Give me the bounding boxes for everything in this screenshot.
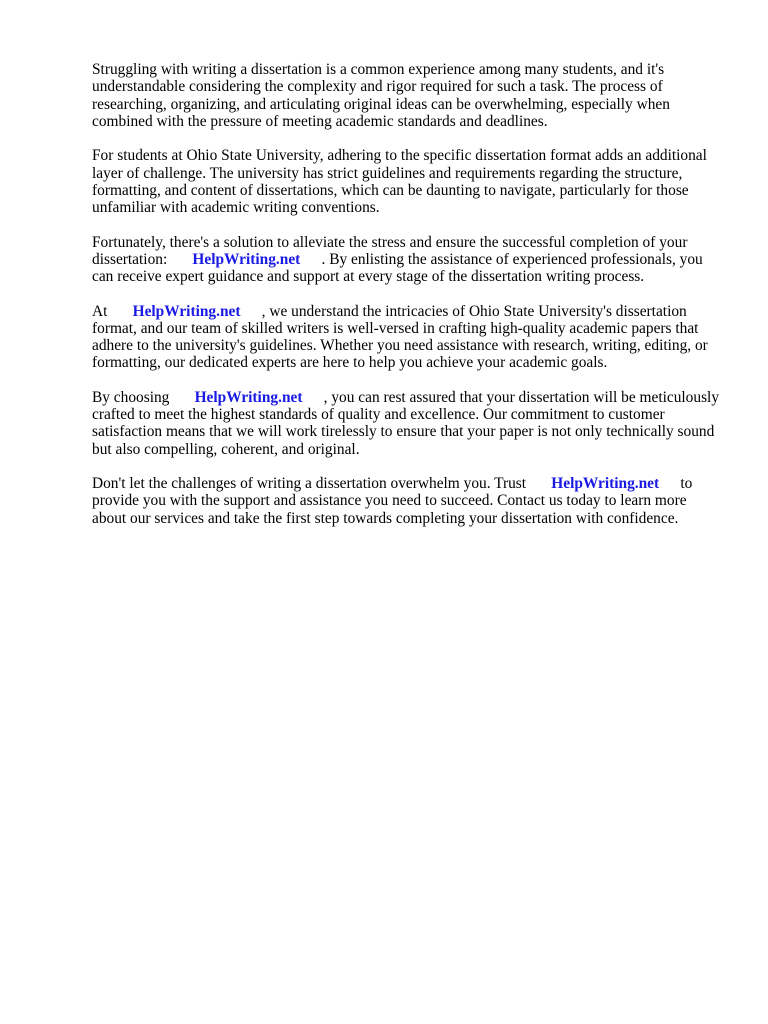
document-page xyxy=(92,61,732,527)
text-line xyxy=(92,389,732,406)
text-line: Struggling with writing a dissertation is a common experience among many students, and it's xyxy=(92,61,665,78)
paragraph-gap xyxy=(92,285,732,302)
text-line: can receive expert guidance and support at every stage of the dissertation writing process. xyxy=(92,268,645,286)
text-line: about our services and take the first step towards completing your dissertation with confidence. xyxy=(92,509,679,527)
text-line xyxy=(92,303,732,320)
text-line xyxy=(92,251,732,268)
paragraph-gap xyxy=(92,372,732,389)
paragraph-4 xyxy=(92,303,732,372)
text-segment: dissertation: xyxy=(92,250,168,268)
paragraph-gap xyxy=(92,216,732,233)
text-line xyxy=(92,475,732,492)
text-line: but also compelling, coherent, and original. xyxy=(92,440,360,458)
text-segment: to xyxy=(680,475,693,493)
text-segment: At xyxy=(92,302,108,320)
paragraph-6 xyxy=(92,475,732,527)
text-line: formatting, and content of dissertations, which can be daunting to navigate, particularly for those xyxy=(92,181,689,199)
text-line: unfamiliar with academic writing conventions. xyxy=(92,199,380,217)
text-line: For students at Ohio State University, adhering to the specific dissertation format adds an additional xyxy=(92,147,707,165)
paragraph-2 xyxy=(92,147,732,216)
text-line: researching, organizing, and articulating original ideas can be overwhelming, especially when xyxy=(92,95,670,113)
text-line: crafted to meet the highest standards of quality and excellence. Our commitment to customer xyxy=(92,406,665,424)
paragraph-gap xyxy=(92,458,732,475)
text-line: provide you with the support and assistance you need to succeed. Contact us today to learn more xyxy=(92,492,687,510)
text-segment: Don't let the challenges of writing a dissertation overwhelm you. Trust xyxy=(92,475,527,493)
text-line: adhere to the university's guidelines. Whether you need assistance with research, writing, editing, or xyxy=(92,337,708,355)
text-line: layer of challenge. The university has strict guidelines and requirements regarding the structure, xyxy=(92,164,683,182)
paragraph-5 xyxy=(92,389,732,458)
helpwriting-link[interactable]: HelpWriting.net xyxy=(194,388,303,406)
text-line: understandable considering the complexity and rigor required for such a task. The process of xyxy=(92,78,663,96)
text-line: format, and our team of skilled writers is well-versed in crafting high-quality academic papers that xyxy=(92,319,699,337)
text-segment: By choosing xyxy=(92,388,170,406)
paragraph-gap xyxy=(92,130,732,147)
helpwriting-link[interactable]: HelpWriting.net xyxy=(132,302,241,320)
text-line: combined with the pressure of meeting academic standards and deadlines. xyxy=(92,112,548,130)
helpwriting-link[interactable]: HelpWriting.net xyxy=(551,475,660,493)
helpwriting-link[interactable]: HelpWriting.net xyxy=(192,250,301,268)
text-line: formatting, our dedicated experts are here to help you achieve your academic goals. xyxy=(92,354,608,372)
text-segment: , we understand the intricacies of Ohio State University's dissertation xyxy=(261,302,687,320)
text-segment: , you can rest assured that your dissertation will be meticulously xyxy=(323,388,720,406)
text-line: satisfaction means that we will work tirelessly to ensure that your paper is not only technically sound xyxy=(92,423,715,441)
paragraph-3 xyxy=(92,234,732,286)
paragraph-1 xyxy=(92,61,732,130)
text-line: Fortunately, there's a solution to alleviate the stress and ensure the successful completion of your xyxy=(92,233,688,251)
text-segment: . By enlisting the assistance of experienced professionals, you xyxy=(321,250,703,268)
